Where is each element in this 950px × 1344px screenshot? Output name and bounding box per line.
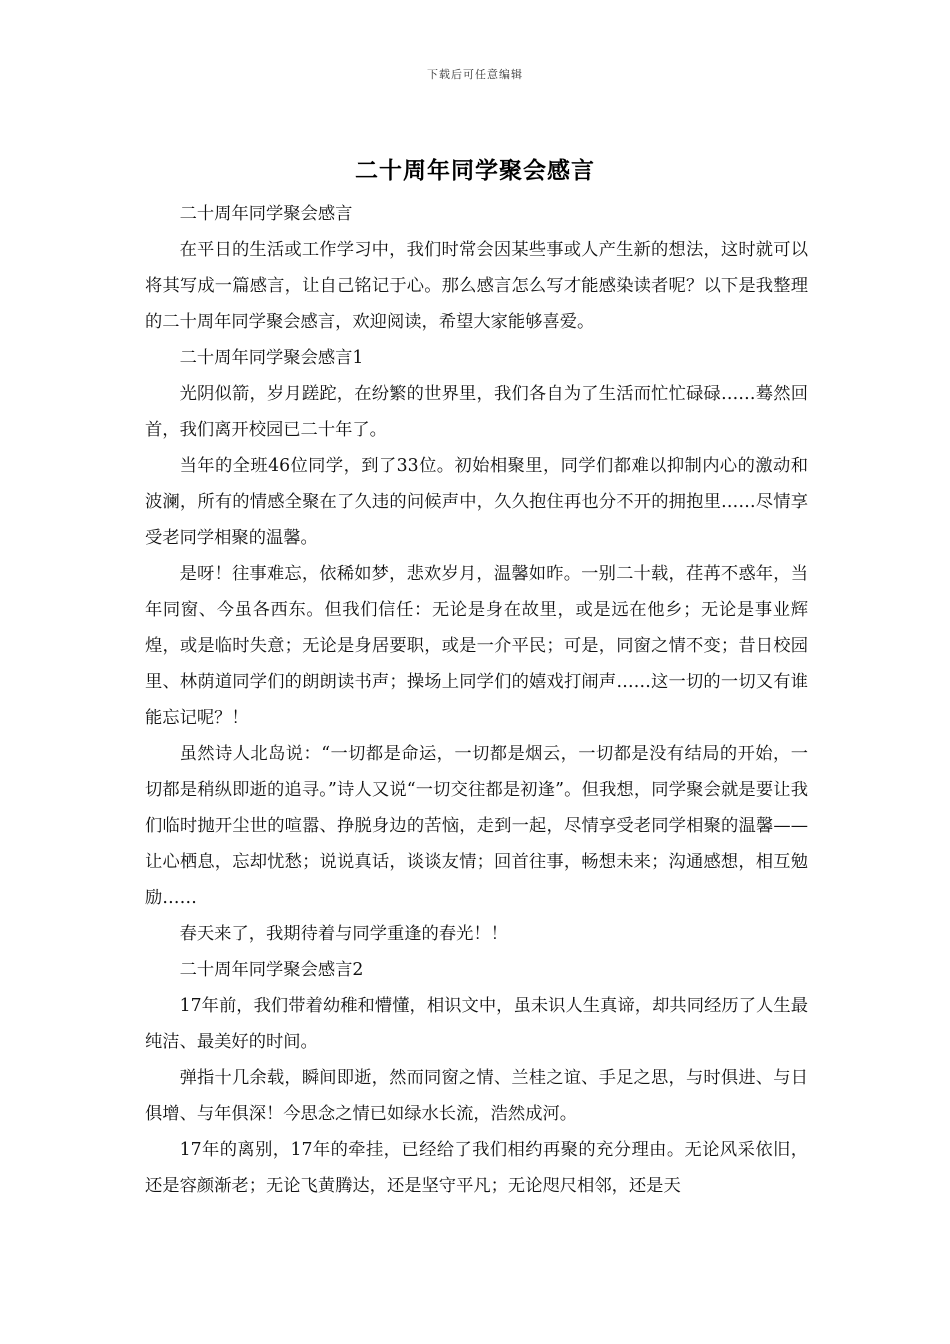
document-body: [145, 196, 808, 1204]
paragraph: 17年的离别，17年的牵挂，已经给了我们相约再聚的充分理由。无论风采依旧，还是容颜渐老；无论飞黄腾达，还是坚守平凡；无论咫尺相邻，还是天: [145, 1140, 808, 1196]
section-heading-2: 二十周年同学聚会感言2: [179, 960, 364, 980]
paragraph: 弹指十几余载，瞬间即逝，然而同窗之情、兰桂之谊、手足之思，与时俱进、与日俱增、与年俱深！今思念之情已如绿水长流，浩然成河。: [145, 1068, 808, 1124]
paragraph: 虽然诗人北岛说：“一切都是命运，一切都是烟云，一切都是没有结局的开始，一切都是稍纵即逝的追寻。”诗人又说“一切交往都是初逢”。但我想，同学聚会就是要让我们临时抛开尘世的喧嚣、挣脱身边的苦恼，走到一起，尽情享受老同学相聚的温馨——让心栖息，忘却忧愁；说说真话，谈谈友情；回首往事，畅想未来；沟通感想，相互勉励……: [145, 744, 808, 908]
section-heading-1: 二十周年同学聚会感言1: [179, 348, 364, 368]
paragraph: 是呀！往事难忘，依稀如梦，悲欢岁月，温馨如昨。一别二十载，荏苒不惑年，当年同窗、今虽各西东。但我们信任：无论是身在故里，或是远在他乡；无论是事业辉煌，或是临时失意；无论是身居要职，或是一介平民；可是，同窗之情不变；昔日校园里、林荫道同学们的朗朗读书声；操场上同学们的嬉戏打闹声……这一切的一切又有谁能忘记呢？！: [145, 564, 808, 728]
header-note: 下载后可任意编辑: [427, 68, 523, 81]
paragraph: 光阴似箭，岁月蹉跎，在纷繁的世界里，我们各自为了生活而忙忙碌碌……蓦然回首，我们离开校园已二十年了。: [145, 384, 808, 440]
paragraph: 春天来了，我期待着与同学重逢的春光！！: [179, 924, 508, 944]
paragraph: 17年前，我们带着幼稚和懵懂，相识文中，虽未识人生真谛，却共同经历了人生最纯洁、最美好的时间。: [145, 996, 808, 1052]
paragraph: 当年的全班46位同学，到了33位。初始相聚里，同学们都难以抑制内心的激动和波澜，所有的情感全聚在了久违的问候声中，久久抱住再也分不开的拥抱里……尽情享受老同学相聚的温馨。: [145, 456, 808, 548]
paragraph-subtitle: 二十周年同学聚会感言: [179, 204, 353, 224]
paragraph-intro: 在平日的生活或工作学习中，我们时常会因某些事或人产生新的想法，这时就可以将其写成一篇感言，让自己铭记于心。那么感言怎么写才能感染读者呢？以下是我整理的二十周年同学聚会感言，欢迎阅读，希望大家能够喜爱。: [145, 240, 808, 332]
document-title: 二十周年同学聚会感言: [355, 157, 595, 184]
